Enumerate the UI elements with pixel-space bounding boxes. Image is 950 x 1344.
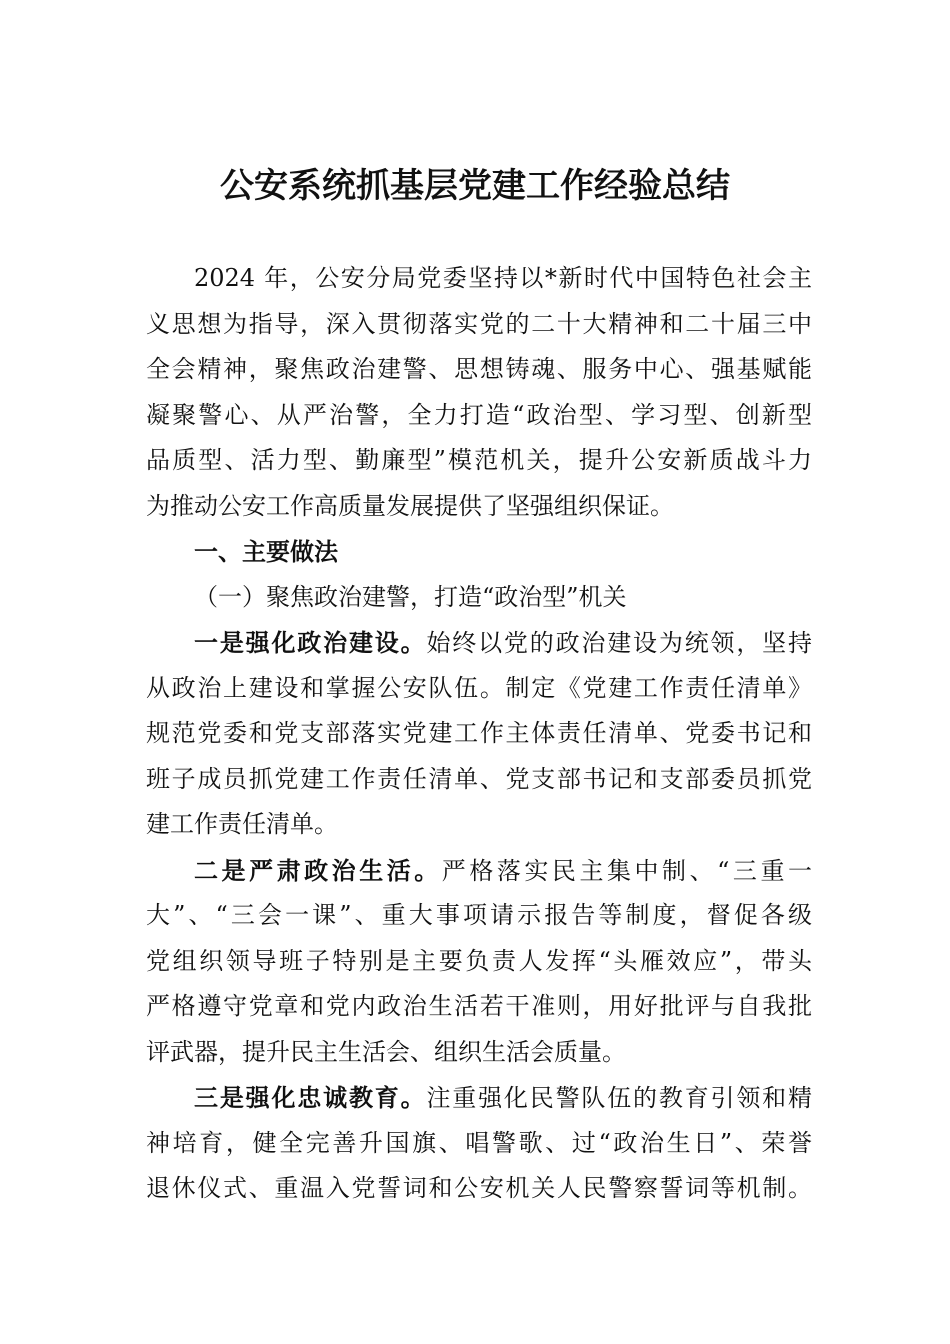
- item-2-line: 严格遵守党章和党内政治生活若干准则，用好批评与自我批: [146, 992, 812, 1020]
- item-2-line: 大”、“三会一课”、重大事项请示报告等制度，督促各级: [146, 901, 812, 929]
- item-3-first-line: [146, 1075, 812, 1121]
- intro-line-1: 2024 年，公安分局党委坚持以*新时代中国特色社会主: [194, 264, 812, 292]
- item-2-line: 党组织领导班子特别是主要负责人发挥“头雁效应”，带头: [146, 946, 812, 975]
- item-1-line: 班子成员抓党建工作责任清单、党支部书记和支部委员抓党: [146, 764, 812, 793]
- subsection-heading: （一）聚焦政治建警，打造“政治型”机关: [194, 582, 627, 611]
- item-2-first-line: [146, 848, 812, 894]
- item-3-line: 神培育，健全完善升国旗、唱警歌、过“政治生日”、荣誉: [146, 1128, 812, 1157]
- item-2-line: 评武器，提升民主生活会、组织生活会质量。: [146, 1037, 626, 1066]
- item-3-lead: 三是强化忠诚教育。: [194, 1083, 427, 1112]
- document-title: 公安系统抓基层党建工作经验总结: [220, 166, 730, 206]
- item-1-line: 从政治上建设和掌握公安队伍。制定《党建工作责任清单》: [146, 673, 812, 702]
- item-2-lead: 二是严肃政治生活。: [194, 855, 442, 885]
- intro-line-4: 凝聚警心、从严治警，全力打造“政治型、学习型、创新型: [146, 400, 812, 429]
- item-1-first-line: [146, 620, 812, 666]
- item-3-first-line-rest: 注重强化民警队伍的教育引领和精: [426, 1084, 813, 1112]
- intro-line-2: 义思想为指导，深入贯彻落实党的二十大精神和二十届三中: [146, 309, 812, 338]
- section-heading: 一、主要做法: [194, 537, 338, 566]
- item-1-line: 建工作责任清单。: [146, 810, 338, 838]
- item-1-line: 规范党委和党支部落实党建工作主体责任清单、党委书记和: [146, 719, 812, 747]
- item-3-line: 退休仪式、重温入党誓词和公安机关人民警察誓词等机制。: [146, 1174, 812, 1202]
- intro-line-6: 为推动公安工作高质量发展提供了坚强组织保证。: [146, 491, 674, 520]
- item-1-lead: 一是强化政治建设。: [194, 628, 427, 657]
- document-body: [146, 256, 812, 1212]
- intro-line-3: 全会精神，聚焦政治建警、思想铸魂、服务中心、强基赋能: [146, 355, 812, 383]
- item-1-first-line-rest: 始终以党的政治建设为统领，坚持: [426, 629, 813, 657]
- item-2-first-line-rest: 严格落实民主集中制、“三重一: [441, 856, 812, 885]
- intro-line-5: 品质型、活力型、勤廉型”模范机关，提升公安新质战斗力: [146, 446, 812, 474]
